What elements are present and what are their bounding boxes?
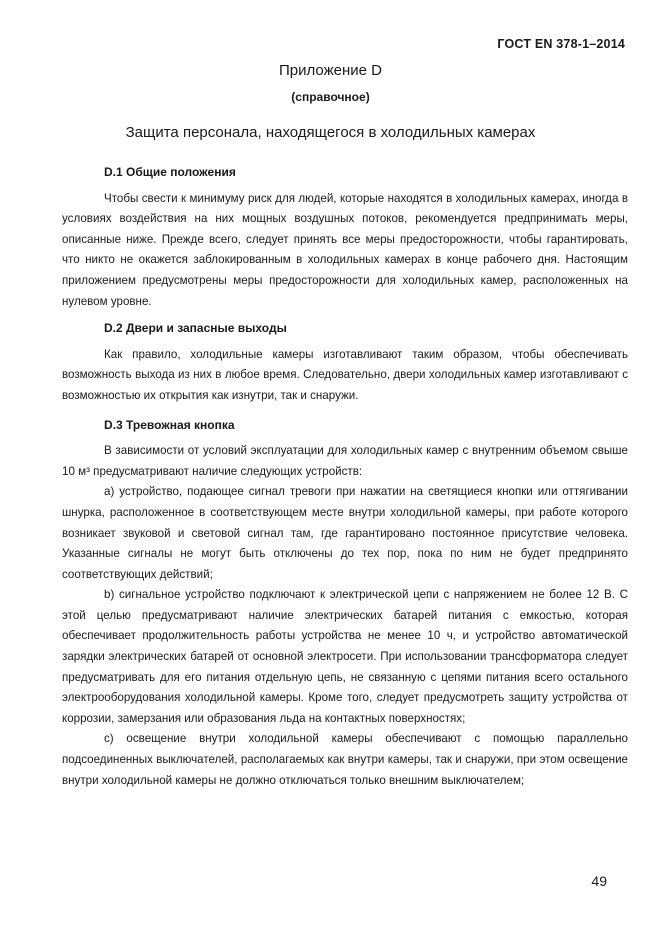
list-item: а) устройство, подающее сигнал тревоги при нажатии на светящиеся кнопки или оттягивании шнурка, расположенное в соответствующем месте внутри холодильной камеры, при работе которого возникает звуковой и световой сигнал там, где гарантировано постоянное присутствие человека. Указанные сигналы не могут быть отключены до тех пор, пока по ним не будет предпринято соответствующих действий; [62,485,628,581]
list-item: с) освещение внутри холодильной камеры обеспечивают с помощью параллельно подсоединенных выключателей, располагаемых как внутри камеры, так и снаружи, при этом освещение внутри холодильной камеры не должно отключаться только внешним выключателем; [62,732,628,787]
paragraph: Чтобы свести к минимуму риск для людей, которые находятся в холодильных камерах, иногда в условиях воздействия на них мощных воздушных потоков, рекомендуется предпринимать меры, описанные ниже. Прежде всего, следует принять все меры предосторожности, чтобы гарантировать, что никто не окажется заблокированным в холодильных камерах в конце рабочего дня. Настоящим приложением предусмотрены меры предосторожности для холодильных камер, расположенных на нулевом уровне. [62,191,628,308]
annex-title: Приложение D [279,62,382,79]
page-number: 49 [591,873,607,889]
paragraph: Как правило, холодильные камеры изготавливают таким образом, чтобы обеспечивать возможность выхода из них в любое время. Следовательно, двери холодильных камер изготавливают с возможностью их открытия как изнутри, так и снаружи. [62,347,628,402]
document-body [62,162,628,791]
section-heading: D.2 Двери и запасные выходы [104,321,287,336]
section-heading: D.3 Тревожная кнопка [104,417,235,432]
section-heading: D.1 Общие положения [104,165,236,179]
standard-designation: ГОСТ EN 378-1–2014 [497,37,625,51]
annex-main-title: Защита персонала, находящегося в холодильных камерах [125,124,536,141]
list-item: b) сигнальное устройство подключают к электрической цепи с напряжением не более 12 В. С этой целью предусматривают наличие электрических батарей питания с емкостью, которая обеспечивает продолжительность работы устройства не менее 10 ч, и устройство автоматической зарядки электрических батарей от основной электросети. При использовании трансформатора следует предусматривать для его питания отдельную цепь, не связанную с цепями питания всего остального электрооборудования холодильной камеры. Кроме того, следует предусмотреть защиту устройства от коррозии, замерзания или образования льда на контактных поверхностях; [62,588,628,725]
annex-status: (справочное) [291,90,370,104]
paragraph: В зависимости от условий эксплуатации для холодильных камер с внутренним объемом свыше 10 м³ предусматривают наличие следующих устройств: [62,444,628,478]
